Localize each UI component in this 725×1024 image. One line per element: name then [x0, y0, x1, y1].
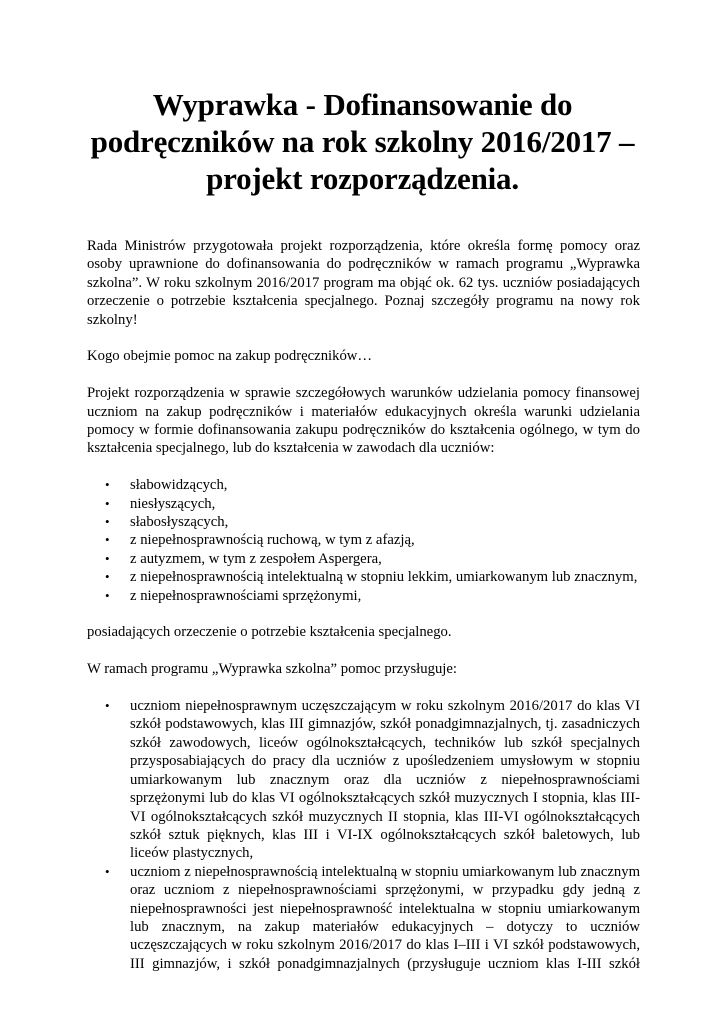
list-item-text: z niepełnosprawnością intelektualną w stopniu lekkim, umiarkowanym lub znacznym,	[130, 569, 638, 586]
list-item-line: szkół zawodowych, liceów ogólnokształcących, techników lub szkół specjalnych	[130, 734, 640, 751]
list-item-text	[130, 863, 640, 973]
bullet-icon: •	[105, 477, 110, 493]
list-item	[87, 863, 640, 973]
list-item	[87, 531, 640, 549]
question-paragraph: Kogo obejmie pomoc na zakup podręczników…	[87, 348, 373, 365]
project-line: Projekt rozporządzenia w sprawie szczegółowych warunków udzielania pomocy finansowej	[87, 385, 640, 402]
title-line: Wyprawka - Dofinansowanie do	[152, 87, 573, 122]
project-paragraph	[87, 384, 640, 458]
bullet-icon: •	[105, 587, 110, 603]
list-item	[87, 697, 640, 863]
list-item-line: lub znacznym, na zakup materiałów edukacyjnych – dotyczy to uczniów	[130, 918, 640, 935]
list-item	[87, 587, 640, 605]
intro-line: Rada Ministrów przygotowała projekt rozporządzenia, które określa formę pomocy oraz	[87, 238, 640, 254]
list-item-line: liceów plastycznych,	[130, 845, 254, 862]
list-item-line: przysposabiających do pracy dla uczniów z upośledzeniem umysłowym w stopniu	[130, 753, 640, 770]
list-item-line: uczęszczających w roku szkolnym 2016/2017 do klas I–III i VI szkół podstawowych,	[130, 937, 640, 954]
list-item-line: III gimnazjów, i szkół ponadgimnazjalnych (przysługuje uczniom klas I-III szkół	[130, 955, 640, 972]
intro-line: osoby uprawnione do dofinansowania do podręczników w ramach programu „Wyprawka	[87, 256, 640, 273]
list-item-text: z niepełnosprawnościami sprzężonymi,	[130, 587, 362, 604]
bullet-icon: •	[105, 514, 110, 530]
list-item-text: z niepełnosprawnością ruchową, w tym z afazją,	[130, 532, 415, 549]
bullet-icon: •	[105, 569, 110, 585]
list-item-text: słabosłyszących,	[130, 514, 229, 531]
list-item	[87, 550, 640, 568]
intro-paragraph	[87, 237, 640, 329]
list-item-line: szkół podstawowych, klas III gimnazjów, szkół ponadgimnazjalnych, tj. zasadniczych	[130, 716, 640, 733]
intro-line: szkolny!	[87, 311, 138, 328]
list-item-text: słabowidzących,	[130, 477, 228, 494]
certificate-note: posiadających orzeczenie o potrzebie kształcenia specjalnego.	[87, 624, 452, 641]
list-item-line: oraz uczniom z niepełnosprawnościami sprzężonymi, w przypadku gdy jedną z	[130, 882, 640, 899]
list-item-line: VI ogólnokształcących szkół muzycznych II stopnia, klas III-VI ogólnokształcących	[130, 808, 640, 825]
bullet-icon: •	[105, 550, 110, 566]
list-item-line: uczniom niepełnosprawnym uczęszczającym w roku szkolnym 2016/2017 do klas VI	[130, 698, 640, 715]
title-line: projekt rozporządzenia.	[206, 161, 519, 196]
intro-line: szkolna”. W roku szkolnym 2016/2017 program ma objąć ok. 62 tys. uczniów posiadających	[87, 274, 640, 291]
project-line: uczniom na zakup podręczników i materiałów edukacyjnych określa warunki udzielania	[87, 403, 640, 420]
list-item	[87, 476, 640, 494]
list-item-line: uczniom z niepełnosprawnością intelektualną w stopniu umiarkowanym lub znacznym	[130, 863, 640, 880]
list-item-text: z autyzmem, w tym z zespołem Aspergera,	[130, 550, 382, 567]
list-item-line: niepełnosprawności jest niepełnosprawność intelektualna w stopniu umiarkowanym	[130, 900, 640, 917]
bullet-icon: •	[105, 495, 110, 511]
list-item-line: szkół sztuk pięknych, klas III i VI-IX ogólnokształcących szkół baletowych, lub	[130, 826, 640, 843]
program-intro: W ramach programu „Wyprawka szkolna” pomoc przysługuje:	[87, 661, 457, 678]
list-item	[87, 568, 640, 586]
bullet-icon: •	[105, 863, 110, 879]
project-line: kształcenia specjalnego, lub do kształcenia w zawodach dla uczniów:	[87, 440, 495, 457]
bullet-icon: •	[105, 532, 110, 548]
document-title	[60, 86, 665, 197]
eligibility-list	[87, 697, 640, 973]
list-item	[87, 513, 640, 531]
bullet-icon: •	[105, 698, 110, 714]
title-line: podręczników na rok szkolny 2016/2017 –	[90, 124, 635, 159]
list-item-text	[130, 697, 640, 863]
disability-list	[87, 476, 640, 605]
list-item-text: niesłyszących,	[130, 495, 216, 512]
document-body	[87, 237, 640, 992]
project-line: pomocy w formie dofinansowania zakupu podręczników do kształcenia ogólnego, w tym do	[87, 422, 640, 439]
list-item-line: umiarkowanym lub znacznym oraz dla uczniów z niepełnosprawnościami	[130, 771, 640, 788]
list-item-line: sprzężonymi lub do klas VI ogólnokształcących szkół muzycznych I stopnia, klas III-	[130, 790, 640, 807]
intro-line: orzeczenie o potrzebie kształcenia specjalnego. Poznaj szczegóły programu na nowy rok	[87, 293, 640, 310]
list-item	[87, 495, 640, 513]
